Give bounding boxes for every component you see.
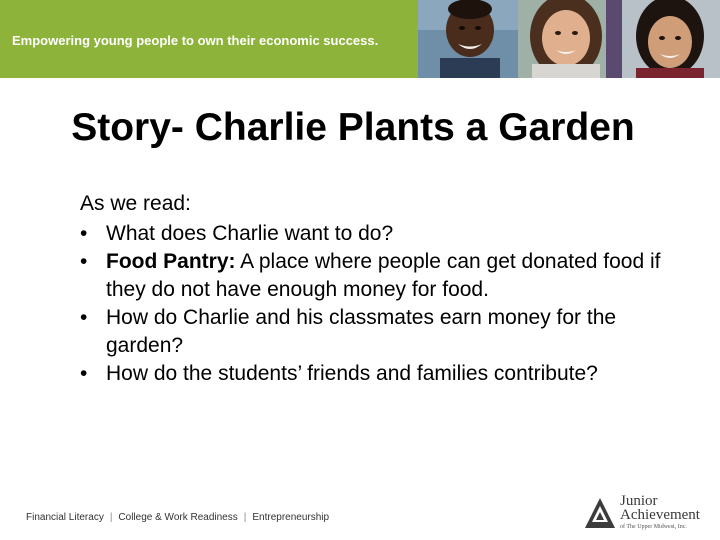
footer-links <box>26 512 329 523</box>
bullet-text: A place where people can get donated food if they do not have enough money for food. <box>106 250 661 301</box>
ja-logo-name <box>620 494 700 522</box>
bullet-icon: • <box>80 306 88 329</box>
smiling-teen-photo <box>622 0 720 78</box>
bullet-term: Food Pantry: <box>106 250 236 273</box>
bullet-icon: • <box>80 222 88 245</box>
ja-logo-line2: Achievement <box>620 507 700 523</box>
header-tagline: Empowering young people to own their economic success. <box>12 33 379 48</box>
intro-text: As we read: <box>80 192 191 215</box>
footer-link-entrepreneurship: Entrepreneurship <box>252 512 330 523</box>
bullet-text: How do the students’ friends and families contribute? <box>106 362 598 385</box>
bullet-text: What does Charlie want to do? <box>106 222 394 245</box>
bullet-icon: • <box>80 362 88 385</box>
bullet-icon: • <box>80 250 88 273</box>
list-item <box>78 304 688 360</box>
smiling-girl-photo <box>518 0 622 78</box>
bullet-list <box>78 220 688 388</box>
footer-link-college-work: College & Work Readiness <box>118 512 238 523</box>
smiling-boy-photo <box>418 0 518 78</box>
ja-logo-subtitle: of The Upper Midwest, Inc. <box>620 524 687 530</box>
ja-mountain-icon <box>584 496 616 530</box>
junior-achievement-logo <box>584 494 714 534</box>
header-photos <box>418 0 720 78</box>
ja-logo-line1: Junior <box>620 493 658 509</box>
footer-separator: | <box>109 512 113 523</box>
footer-link-financial-literacy: Financial Literacy <box>26 512 104 523</box>
list-item <box>78 360 688 388</box>
slide-body <box>78 190 688 388</box>
header-banner <box>0 0 720 78</box>
footer-separator: | <box>243 512 247 523</box>
slide-title: Story- Charlie Plants a Garden <box>71 106 635 149</box>
bullet-text: How do Charlie and his classmates earn money for the garden? <box>106 306 617 357</box>
list-item <box>78 248 688 304</box>
list-item <box>78 220 688 248</box>
